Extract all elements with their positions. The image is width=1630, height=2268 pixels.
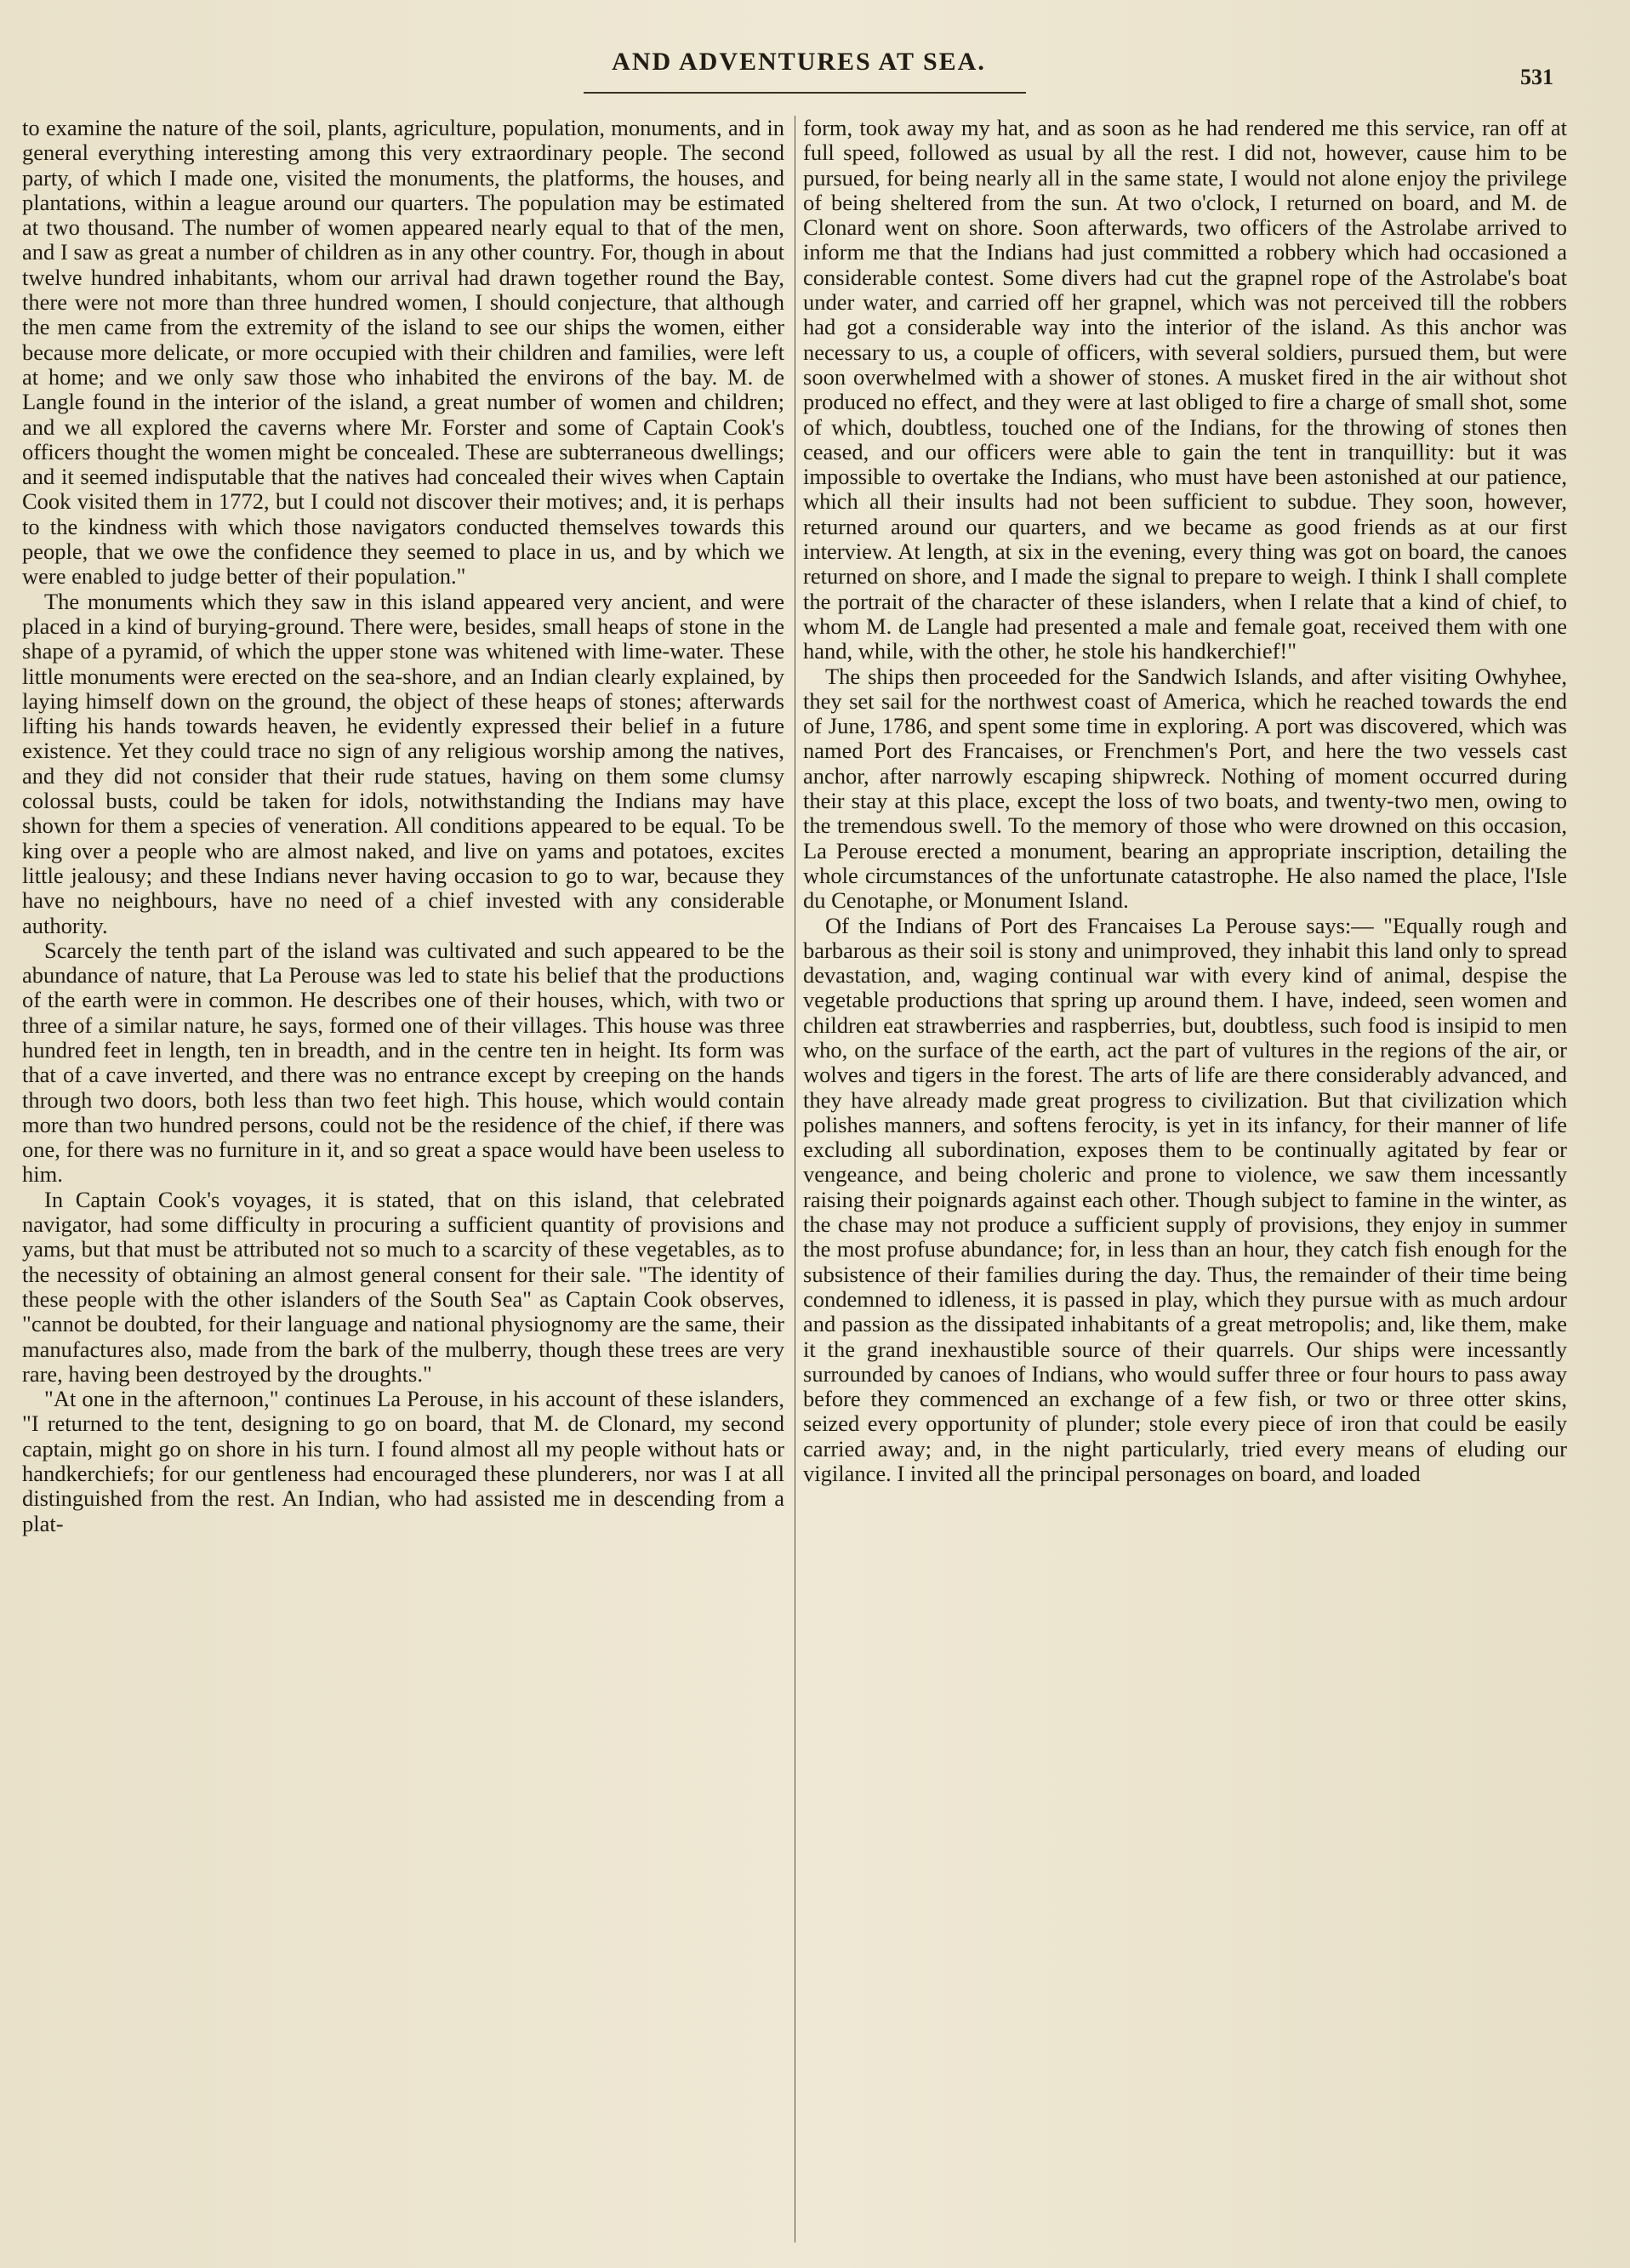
paragraph: The monuments which they saw in this island appeared very ancient, and were placed in a kind of burying-ground. There were, besides, small heaps of stone in the shape of a pyramid, of which the upper stone was whitened with lime-water. These little monuments were erected on the sea-shore, and an Indian clearly explained, by laying himself down on the ground, the object of these heaps of stones; afterwards lifting his hands towards heaven, he evidently expressed their belief in a future existence. Yet they could trace no sign of any religious worship among the natives, and they did not consider that their rude statues, having on them some clumsy colossal busts, could be taken for idols, notwithstanding the Indians may have shown for them a species of veneration. All conditions appeared to be equal. To be king over a people who are almost naked, and live on yams and potatoes, excites little jealousy; and these Indians never having occasion to go to war, because they have no neighbours, have no need of a chief invested with any considerable authority. [22,588,784,938]
left-column [22,116,784,2251]
running-head: AND ADVENTURES AT SEA. [612,48,986,76]
paragraph: Of the Indians of Port des Francaises La Perouse says:— "Equally rough and barbarous as their soil is stony and unimproved, they inhabit this land only to spread devastation, and, waging continual war with every kind of animal, despise the vegetable productions that spring up around them. I have, indeed, seen women and children eat strawberries and raspberries, but, doubtless, such food is insipid to men who, on the surface of the earth, act the part of vultures in the regions of the air, or wolves and tigers in the forest. The arts of life are there considerably advanced, and they have already made great progress to civilization. But that civilization which polishes manners, and softens ferocity, is yet in its infancy, for their manner of life excluding all subordination, exposes them to be continually agitated by fear or vengeance, and being choleric and prone to violence, we saw them incessantly raising their poignards against each other. Though subject to famine in the winter, as the chase may not produce a sufficient supply of provisions, they enjoy in summer the most profuse abundance; for, in less than an hour, they catch fish enough for the subsistence of their families during the day. Thus, the remainder of their time being condemned to idleness, it is passed in play, which they pursue with as much ardour and passion as the dissipated inhabitants of a great metropolis; and, like them, make it the grand inexhaustible source of their quarrels. Our ships were incessantly surrounded by canoes of Indians, who would suffer three or four hours to pass away before they commenced an exchange of a few fish, or two or three otter skins, seized every opportunity of plunder; stole every piece of iron that could be easily carried away; and, in the night particularly, tried every means of eluding our vigilance. I invited all the principal personages on board, and loaded [803,912,1567,1487]
header-rule [584,92,1026,94]
page-number: 531 [1520,65,1553,89]
right-column [803,116,1567,2251]
text-columns [22,116,1567,2251]
paragraph: to examine the nature of the soil, plants, agriculture, population, monuments, and in general everything interesting among this very extraordinary people. The second party, of which I made one, visited the monuments, the platforms, the houses, and plantations, within a league around our quarters. The population may be estimated at two thousand. The number of women appeared nearly equal to that of the men, and I saw as great a number of children as in any other country. For, though in about twelve hundred inhabitants, whom our arrival had drawn together round the Bay, there were not more than three hundred women, I should conjecture, that although the men came from the extremity of the island to see our ships the women, either because more delicate, or more occupied with their children and families, were left at home; and we only saw those who inhabited the environs of the bay. M. de Langle found in the interior of the island, a great number of women and children; and we all explored the caverns where Mr. Forster and some of Captain Cook's officers thought the women might be concealed. These are subterraneous dwellings; and it seemed indisputable that the natives had concealed their wives when Captain Cook visited them in 1772, but I could not discover their motives; and, it is perhaps to the kindness with which those navigators conducted themselves towards this people, that we owe the confidence they seemed to place in us, and by which we were enabled to judge better of their population." [22,116,784,590]
paragraph: Scarcely the tenth part of the island was cultivated and such appeared to be the abundance of nature, that La Perouse was led to state his belief that the productions of the earth were in common. He describes one of their houses, which, with two or three of a similar nature, he says, formed one of their villages. This house was three hundred feet in length, ten in breadth, and in the centre ten in height. Its form was that of a cave inverted, and there was no entrance except by creeping on the hands through two doors, both less than two feet high. This house, which would contain more than two hundred persons, could not be the residence of the chief, if there was one, for there was no furniture in it, and so great a space would have been useless to him. [22,937,784,1188]
paragraph: form, took away my hat, and as soon as he had rendered me this service, ran off at full speed, followed as usual by all the rest. I did not, however, cause him to be pursued, for being nearly all in the same state, I would not alone enjoy the privilege of being sheltered from the sun. At two o'clock, I returned on board, and M. de Clonard went on shore. Soon afterwards, two officers of the Astrolabe arrived to inform me that the Indians had just committed a robbery which had occasioned a considerable contest. Some divers had cut the grapnel rope of the Astrolabe's boat under water, and carried off her grapnel, which was not perceived till the robbers had got a considerable way into the interior of the island. As this anchor was necessary to us, a couple of officers, with several soldiers, pursued them, but were soon overwhelmed with a shower of stones. A musket fired in the air without shot produced no effect, and they were at last obliged to fire a charge of small shot, some of which, doubtless, touched one of the Indians, for the throwing of stones then ceased, and our officers were able to gain the tent in tranquillity: but it was impossible to overtake the Indians, who must have been astonished at our patience, which all their insults had not been sufficient to subdue. They soon, however, returned around our quarters, and we became as good friends as at our first interview. At length, at six in the evening, every thing was got on board, the canoes returned on shore, and I made the signal to prepare to weigh. I think I shall complete the portrait of the character of these islanders, when I relate that a kind of chief, to whom M. de Langle had presented a male and female goat, received them with one hand, while, with the other, he stole his handkerchief!" [803,116,1567,664]
paragraph: In Captain Cook's voyages, it is stated, that on this island, that celebrated navigator, had some difficulty in procuring a sufficient quantity of provisions and yams, but that must be attributed not so much to a scarcity of these vegetables, as to the necessity of obtaining an almost general consent for their sale. "The identity of these people with the other islanders of the South Sea" as Captain Cook observes, "cannot be doubted, for their language and national physiognomy are the same, their manufactures also, made from the bark of the mulberry, though these trees are very rare, having been destroyed by the droughts." [22,1186,784,1387]
paragraph: The ships then proceeded for the Sandwich Islands, and after visiting Owhyhee, they set sail for the northwest coast of America, which he reached towards the end of June, 1786, and spent some time in exploring. A port was discovered, which was named Port des Francaises, or Frenchmen's Port, and here the two vessels cast anchor, after narrowly escaping shipwreck. Nothing of moment occurred during their stay at this place, except the loss of two boats, and twenty-two men, owing to the tremendous swell. To the memory of those who were drowned on this occasion, La Perouse erected a monument, bearing an appropriate inscription, detailing the whole circumstances of the unfortunate catastrophe. He also named the place, l'Isle du Cenotaphe, or Monument Island. [803,663,1567,914]
paragraph: "At one in the afternoon," continues La Perouse, in his account of these islanders, "I returned to the tent, designing to go on board, that M. de Clonard, my second captain, might go on shore in his turn. I found almost all my people without hats or handkerchiefs; for our gentleness had encouraged these plunderers, nor was I at all distinguished from the rest. An Indian, who had assisted me in descending from a plat- [22,1386,784,1536]
page-header [22,43,1587,89]
